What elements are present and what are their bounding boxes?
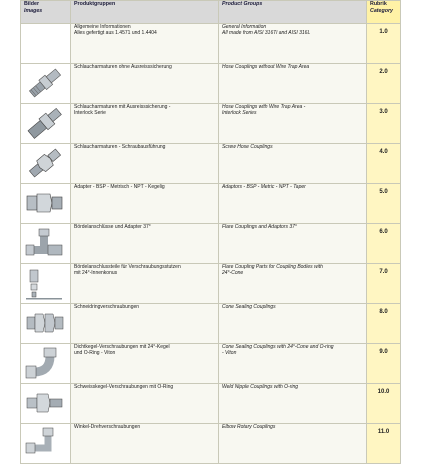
product-group-en-line: 24°-Cone: [222, 270, 244, 277]
rubrik-number: 3.0: [367, 104, 401, 144]
table-row: [21, 384, 401, 424]
product-group-en-line: Screw Hose Couplings: [222, 144, 273, 150]
product-group-en-line: Weld Nipple Couplings with O-ring: [222, 384, 299, 390]
product-group-de-line: Interlock Serie: [74, 110, 106, 117]
product-group-en-line: General Information: [222, 24, 267, 30]
product-group-en-line: Cone Sealing Couplings: [222, 304, 276, 310]
product-group-de: [71, 184, 219, 224]
row-image-cell: [21, 264, 71, 304]
header-product-groups: [219, 1, 367, 24]
row-image-cell: [21, 344, 71, 384]
table-row: [21, 424, 401, 464]
row-image-cell: [21, 144, 71, 184]
product-group-de-line: Alles gefertigt aus 1.4571 und 1.4404: [74, 30, 157, 37]
product-group-en-line: Hose Couplings without Wire Trap Area: [222, 64, 310, 70]
product-group-de: [71, 104, 219, 144]
product-group-de: [71, 144, 219, 184]
product-group-en-line: Interlock Series: [222, 110, 257, 117]
product-group-en: [219, 424, 367, 464]
product-group-de-line: und O-Ring - Viton: [74, 350, 116, 357]
row-image-cell: [21, 384, 71, 424]
product-group-de: [71, 264, 219, 304]
product-group-de-line: Dichtkegel-Verschraubungen mit 24°-Kegel: [74, 344, 170, 350]
product-group-de-line: Schneidringverschraubungen: [74, 304, 140, 310]
product-group-de: [71, 224, 219, 264]
rubrik-number: 2.0: [367, 64, 401, 104]
table-row: [21, 264, 401, 304]
table-row: [21, 304, 401, 344]
product-group-de: [71, 424, 219, 464]
header-product-groups-label: Product Groups: [222, 1, 263, 7]
header-images-de: Bilder: [24, 1, 40, 7]
product-group-en: [219, 224, 367, 264]
product-group-de-line: Schlaucharmaturen ohne Ausreisssicherung: [74, 64, 172, 70]
rubrik-number: 8.0: [367, 304, 401, 344]
product-group-de: [71, 384, 219, 424]
product-group-en-line: - Viton: [222, 350, 237, 357]
table-row: [21, 24, 401, 64]
header-rubrik: [367, 1, 401, 24]
header-images: [21, 1, 71, 24]
product-group-en: [219, 144, 367, 184]
row-image-cell: [21, 104, 71, 144]
product-group-en-line: All made from AISI 316Ti and AISI 316L: [222, 30, 311, 37]
table-row: [21, 64, 401, 104]
catalog-page: [20, 0, 400, 440]
row-image-cell: [21, 64, 71, 104]
header-rubrik-en: Category: [370, 7, 393, 14]
product-group-en-line: Flare Couplings and Adaptors 37°: [222, 224, 297, 230]
table-row: [21, 104, 401, 144]
product-group-en-line: Cone Sealing Couplings with 24°-Cone and O-ring: [222, 344, 334, 350]
product-group-en: [219, 104, 367, 144]
product-group-en: [219, 344, 367, 384]
rubrik-number: 5.0: [367, 184, 401, 224]
rubrik-number: 10.0: [367, 384, 401, 424]
product-group-en-line: Hose Couplings with Wire Trap Area -: [222, 104, 306, 110]
product-group-de: [71, 64, 219, 104]
rubrik-number: 6.0: [367, 224, 401, 264]
row-image-cell: [21, 424, 71, 464]
header-rubrik-de: Rubrik: [370, 1, 387, 7]
product-group-en: [219, 64, 367, 104]
product-group-de-line: Allgemeine Informationen: [74, 24, 131, 30]
product-group-en: [219, 384, 367, 424]
product-group-de: [71, 304, 219, 344]
product-group-table: [20, 0, 401, 464]
table-row: [21, 184, 401, 224]
row-image-cell: [21, 24, 71, 64]
table-header-row: [21, 1, 401, 24]
product-group-de-line: Schlaucharmaturen mit Ausreisssicherung -: [74, 104, 171, 110]
row-image-cell: [21, 184, 71, 224]
rubrik-number: 9.0: [367, 344, 401, 384]
rubrik-number: 7.0: [367, 264, 401, 304]
rubrik-number: 11.0: [367, 424, 401, 464]
product-group-en-line: Flare Coupling Parts for Coupling Bodies with: [222, 264, 323, 270]
product-group-de-line: Bördelanschlüsse und Adapter 37°: [74, 224, 151, 230]
product-group-de-line: Bördelanschlussteile für Verschraubungsstutzen: [74, 264, 181, 270]
product-group-de-line: mit 24°-Innenkonus: [74, 270, 118, 277]
header-images-en: Images: [24, 7, 43, 14]
product-group-de: [71, 344, 219, 384]
product-group-de: [71, 24, 219, 64]
row-image-cell: [21, 304, 71, 344]
product-group-de-line: Adapter - BSP - Metrisch - NPT - Kegelig: [74, 184, 165, 190]
product-group-en: [219, 264, 367, 304]
product-group-en: [219, 24, 367, 64]
product-group-de-line: Schweisskegel-Verschraubungen mit O-Ring: [74, 384, 174, 390]
table-row: [21, 144, 401, 184]
header-produktgruppen: Produktgruppen: [71, 1, 219, 24]
row-image-cell: [21, 224, 71, 264]
rubrik-number: 1.0: [367, 24, 401, 64]
product-group-de-line: Winkel-Drehverschraubungen: [74, 424, 141, 430]
table-row: [21, 344, 401, 384]
product-group-en: [219, 184, 367, 224]
product-group-de-line: Schlaucharmaturen - Schraubausführung: [74, 144, 166, 150]
product-group-en-line: Elbow Rotary Couplings: [222, 424, 276, 430]
table-row: [21, 224, 401, 264]
product-group-en: [219, 304, 367, 344]
product-group-en-line: Adaptors - BSP - Metric - NPT - Taper: [222, 184, 306, 190]
rubrik-number: 4.0: [367, 144, 401, 184]
